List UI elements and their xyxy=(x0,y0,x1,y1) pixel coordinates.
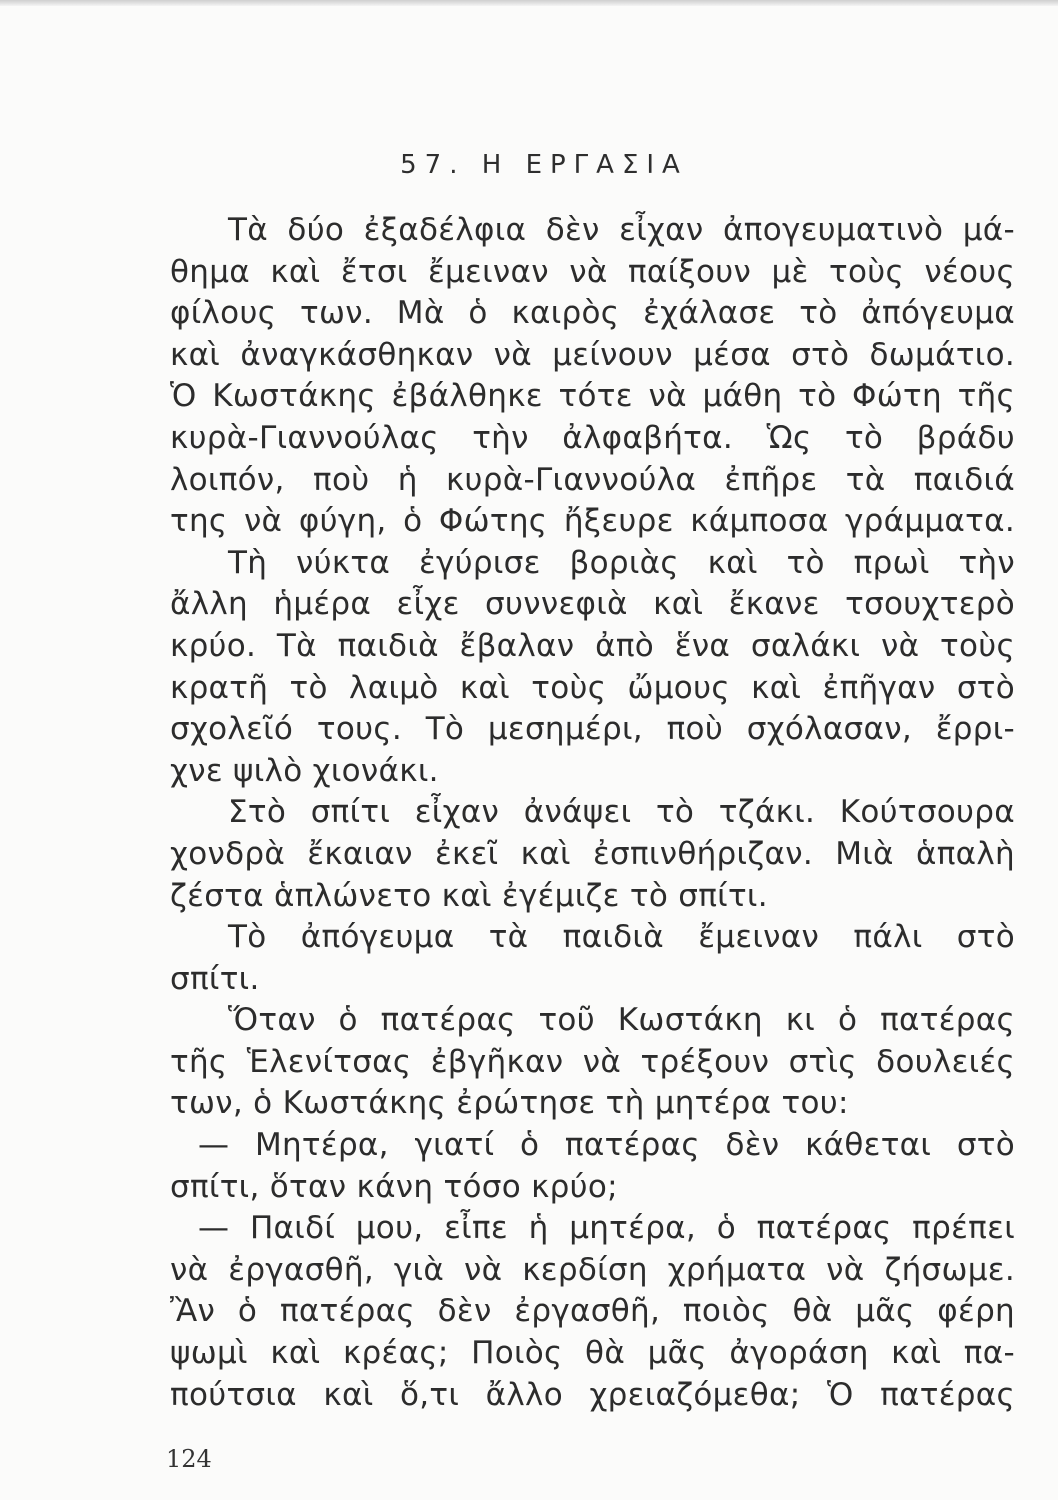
text-line: ψωμὶ καὶ κρέας; Ποιὸς θὰ μᾶς ἀγοράση καὶ πα- xyxy=(170,1335,1015,1372)
text-line: νὰ ἐργασθῆ, γιὰ νὰ κερδίση χρήματα νὰ ζήσωμε. xyxy=(170,1251,1015,1288)
text-line: Τὸ ἀπόγευμα τὰ παιδιὰ ἔμειναν πάλι στὸ xyxy=(228,919,1015,956)
text-line: πούτσια καὶ ὅ,τι ἄλλο χρειαζόμεθα; Ὁ πατέρας xyxy=(170,1376,1015,1413)
text-line: κρύο. Τὰ παιδιὰ ἔβαλαν ἀπὸ ἕνα σαλάκι νὰ τοὺς xyxy=(170,627,1015,664)
text-line: — Παιδί μου, εἶπε ἡ μητέρα, ὁ πατέρας πρέπει xyxy=(198,1210,1015,1247)
text-line: Ὅταν ὁ πατέρας τοῦ Κωστάκη κι ὁ πατέρας xyxy=(228,1002,1015,1039)
text-line: καὶ ἀναγκάσθηκαν νὰ μείνουν μέσα στὸ δωμάτιο. xyxy=(170,336,1015,373)
text-line: Τὰ δύο ἐξαδέλφια δὲν εἶχαν ἀπογευματινὸ μά- xyxy=(228,212,1015,248)
text-line: ζέστα ἁπλώνετο καὶ ἐγέμιζε τὸ σπίτι. xyxy=(170,877,768,914)
text-line: χονδρὰ ἔκαιαν ἐκεῖ καὶ ἐσπινθήριζαν. Μιὰ ἁπαλὴ xyxy=(170,835,1015,872)
text-line: — Μητέρα, γιατί ὁ πατέρας δὲν κάθεται στὸ xyxy=(198,1127,1015,1164)
text-line: Ἂν ὁ πατέρας δὲν ἐργασθῆ, ποιὸς θὰ μᾶς φέρη xyxy=(170,1293,1015,1330)
text-line: τῆς Ἑλενίτσας ἐβγῆκαν νὰ τρέξουν στὶς δουλειές xyxy=(170,1043,1015,1080)
text-line: θημα καὶ ἔτσι ἔμειναν νὰ παίξουν μὲ τοὺς νέους xyxy=(170,253,1015,290)
body-text xyxy=(170,210,1015,1416)
text-line: σπίτι. xyxy=(170,960,260,997)
text-line: φίλους των. Μὰ ὁ καιρὸς ἐχάλασε τὸ ἀπόγευμα xyxy=(170,295,1015,332)
text-line: κρατῆ τὸ λαιμὸ καὶ τοὺς ὤμους καὶ ἐπῆγαν στὸ xyxy=(170,669,1015,706)
text-line: σχολεῖό τους. Τὸ μεσημέρι, ποὺ σχόλασαν, ἔρρι- xyxy=(170,711,1015,748)
page-top-edge xyxy=(0,0,1058,6)
text-line: ἄλλη ἡμέρα εἶχε συννεφιὰ καὶ ἔκανε τσουχτερὸ xyxy=(170,586,1015,623)
text-line: Τὴ νύκτα ἐγύρισε βοριὰς καὶ τὸ πρωὶ τὴν xyxy=(228,544,1015,581)
page-number: 124 xyxy=(166,1445,212,1473)
text-line: κυρὰ-Γιαννούλας τὴν ἀλφαβήτα. Ὡς τὸ βράδυ xyxy=(170,419,1015,456)
text-line: Ὁ Κωστάκης ἐβάλθηκε τότε νὰ μάθη τὸ Φώτη τῆς xyxy=(170,378,1015,415)
chapter-title: 57. Η ΕΡΓΑΣΙΑ xyxy=(400,150,688,180)
text-line: λοιπόν, ποὺ ἡ κυρὰ-Γιαννούλα ἐπῆρε τὰ παιδιά xyxy=(170,461,1015,498)
text-line: της νὰ φύγη, ὁ Φώτης ἤξευρε κάμποσα γράμματα. xyxy=(170,503,1015,540)
text-line: σπίτι, ὅταν κάνη τόσο κρύο; xyxy=(170,1168,618,1205)
text-line: Στὸ σπίτι εἶχαν ἀνάψει τὸ τζάκι. Κούτσουρα xyxy=(228,794,1015,831)
text-line: των, ὁ Κωστάκης ἐρώτησε τὴ μητέρα του: xyxy=(170,1085,849,1122)
text-line: χνε ψιλὸ χιονάκι. xyxy=(170,752,439,789)
